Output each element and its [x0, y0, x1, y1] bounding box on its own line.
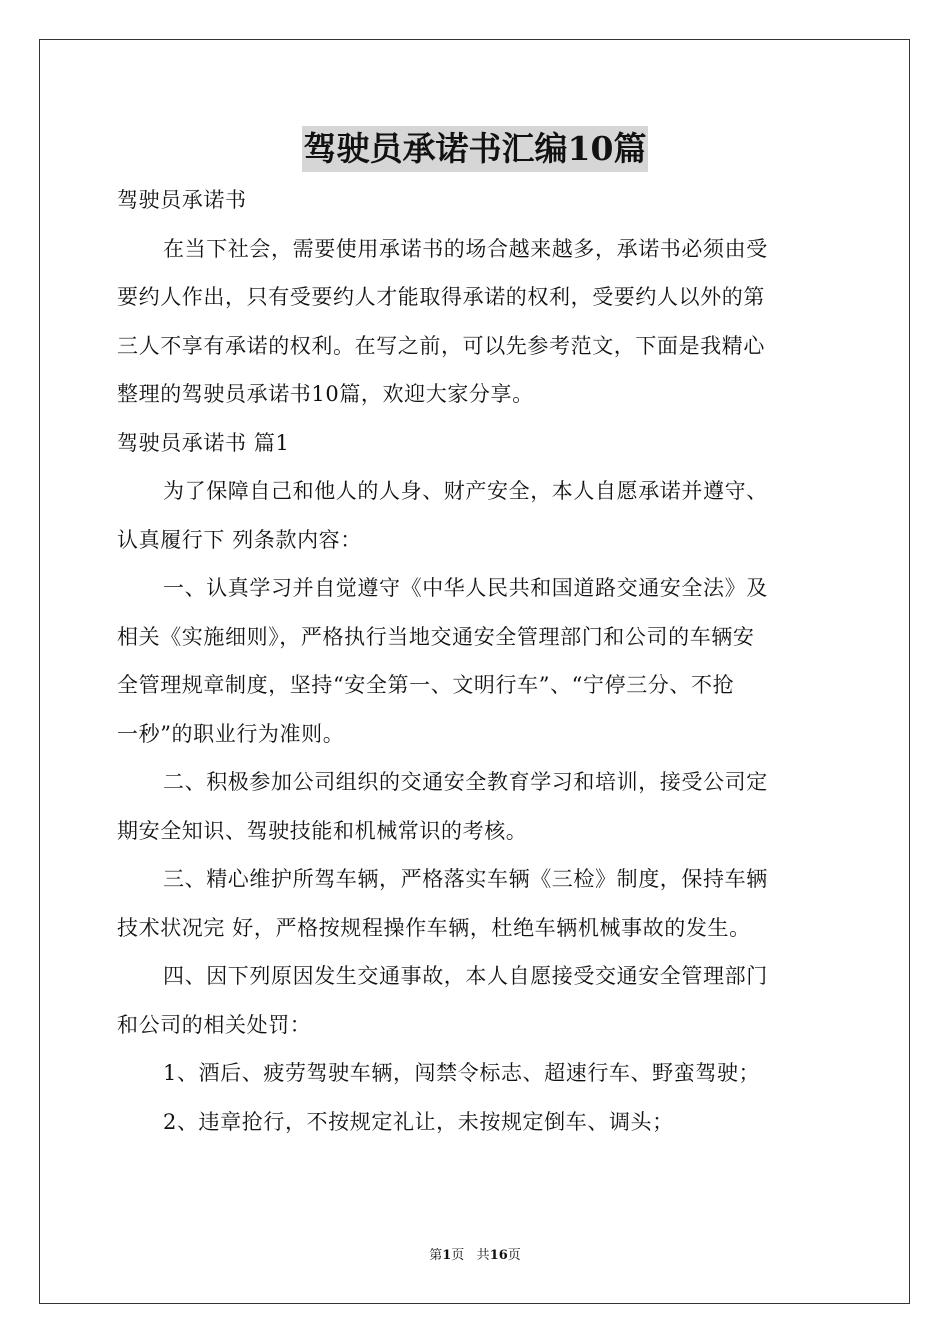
- total-pages: 16: [489, 1248, 508, 1263]
- page-footer: [0, 1246, 950, 1266]
- paragraph-line: 认真履行下 列条款内容：: [117, 527, 362, 552]
- paragraph-line: 期安全知识、驾驶技能和机械常识的考核。: [117, 818, 528, 843]
- total-prefix: 共: [476, 1248, 490, 1263]
- paragraph-line: 要约人作出，只有受要约人才能取得承诺的权利，受要约人以外的第: [117, 285, 765, 309]
- paragraph-line: 在当下社会，需要使用承诺书的场合越来越多，承诺书必须由受: [163, 236, 768, 261]
- paragraph-line: 四、因下列原因发生交通事故，本人自愿接受交通安全管理部门: [163, 964, 768, 988]
- total-suffix: 页: [507, 1248, 521, 1263]
- document-body: [117, 176, 833, 1146]
- paragraph-line: 一秒”的职业行为准则。: [117, 721, 345, 746]
- paragraph-line: 相关《实施细则》，严格执行当地交通安全管理部门和公司的车辆安: [117, 624, 755, 649]
- paragraph-line: 整理的驾驶员承诺书10篇，欢迎大家分享。: [117, 382, 534, 406]
- title-container: [0, 126, 950, 172]
- section-heading: 驾驶员承诺书: [117, 188, 247, 212]
- list-item: 2、违章抢行，不按规定礼让，未按规定倒车、调头；: [163, 1109, 674, 1134]
- paragraph-line: 为了保障自己和他人的人身、财产安全，本人自愿承诺并遵守、: [163, 479, 768, 503]
- paragraph-line: 和公司的相关处罚：: [117, 1012, 312, 1037]
- page-suffix: 页: [451, 1248, 465, 1263]
- paragraph-line: 一、认真学习并自觉遵守《中华人民共和国道路交通安全法》及: [163, 576, 768, 600]
- paragraph-line: 技术状况完 好，严格按规程操作车辆，杜绝车辆机械事故的发生。: [117, 915, 751, 940]
- document-title: 驾驶员承诺书汇编10篇: [302, 126, 649, 172]
- page-prefix: 第: [429, 1248, 443, 1263]
- paragraph-line: 三、精心维护所驾车辆，严格落实车辆《三检》制度，保持车辆: [163, 867, 768, 891]
- list-item: 1、酒后、疲劳驾驶车辆，闯禁令标志、超速行车、野蛮驾驶；: [163, 1061, 761, 1085]
- page-number: 1: [442, 1248, 452, 1263]
- paragraph-line: 三人不享有承诺的权利。在写之前，可以先参考范文，下面是我精心: [117, 333, 765, 358]
- paragraph-line: 全管理规章制度，坚持“安全第一、文明行车”、“宁停三分、不抢: [117, 673, 735, 697]
- section-heading: 驾驶员承诺书 篇1: [117, 430, 290, 455]
- paragraph-line: 二、积极参加公司组织的交通安全教育学习和培训，接受公司定: [163, 770, 768, 794]
